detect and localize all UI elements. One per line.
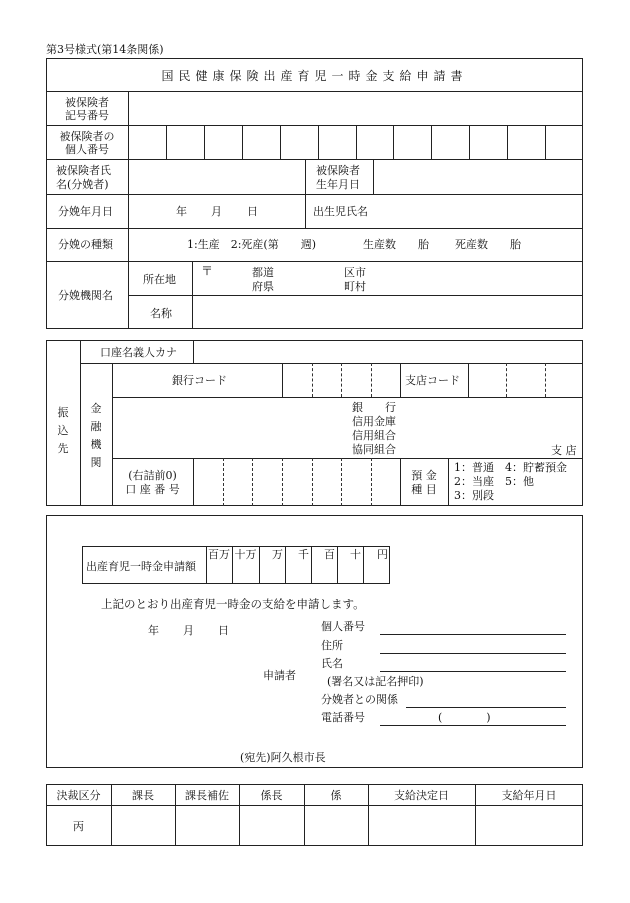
header-staff: 係 xyxy=(330,789,342,802)
account-holder-field[interactable] xyxy=(194,341,582,362)
individual-number-cell-divider xyxy=(431,125,432,159)
individual-number-cell-divider xyxy=(318,125,319,159)
birth-date-month: 月 xyxy=(211,205,222,218)
birth-date-day: 日 xyxy=(247,205,258,218)
insured-name-label: 被保険者氏 名(分娩者) xyxy=(56,164,111,191)
insured-individual-label: 被保険者の 個人番号 xyxy=(59,130,115,156)
applicant-name-label: 氏名 xyxy=(321,657,343,670)
account-holder-label: 口座名義人カナ xyxy=(100,346,177,359)
unit-hundred-thousand: 十万 xyxy=(234,548,257,561)
institution-label: 金 融 機 関 xyxy=(90,402,102,469)
amount-label: 出産育児一時金申請額 xyxy=(86,560,196,573)
account-number-label: (右詰前0) 口 座 番 号 xyxy=(125,469,180,496)
individual-number-cell-divider xyxy=(356,125,357,159)
relation-label: 分娩者との関係 xyxy=(321,693,398,706)
phone-label: 電話番号 xyxy=(321,711,365,724)
insured-code-label: 被保険者 記号番号 xyxy=(65,96,109,122)
application-date-month: 月 xyxy=(183,624,194,637)
birth-type-label: 分娩の種類 xyxy=(58,238,113,251)
unit-million: 百万 xyxy=(208,548,230,561)
insured-dob-field[interactable] xyxy=(374,160,582,193)
transfer-label: 振 込 先 xyxy=(57,406,69,455)
branch-suffix: 支 店 xyxy=(551,444,577,457)
individual-number-cell-divider xyxy=(469,125,470,159)
insured-code-field[interactable] xyxy=(129,92,582,124)
address-line[interactable] xyxy=(380,653,566,654)
applicant-label: 申請者 xyxy=(263,669,296,682)
unit-thousand: 千 xyxy=(298,548,309,561)
live-births: 生産数 胎 xyxy=(363,238,429,251)
individual-number-cell-divider xyxy=(545,125,546,159)
facility-name-field[interactable] xyxy=(193,296,582,328)
header-decision-date: 支給決定日 xyxy=(394,789,449,802)
individual-number-label: 個人番号 xyxy=(321,620,365,633)
unit-ten-thousand: 万 xyxy=(272,548,283,561)
form-title: 国民健康保険出産育児一時金支給申請書 xyxy=(161,69,468,83)
header-payment-date: 支給年月日 xyxy=(501,789,557,802)
unit-yen: 円 xyxy=(377,548,388,561)
stillbirths: 死産数 胎 xyxy=(455,238,521,251)
relation-line[interactable] xyxy=(406,707,566,708)
individual-number-cell-divider xyxy=(166,125,167,159)
deposit-type-label: 預 金 種 目 xyxy=(411,469,437,496)
insured-dob-label: 被保険者 生年月日 xyxy=(316,164,360,191)
facility-name-label: 名称 xyxy=(150,307,172,320)
bank-code-label: 銀行コード xyxy=(172,374,227,387)
unit-ten: 十 xyxy=(350,548,361,561)
postal-mark: 〒 xyxy=(201,264,214,278)
unit-hundred: 百 xyxy=(324,548,335,561)
facility-label: 分娩機関名 xyxy=(58,289,113,302)
institution-types: 銀 行 信用金庫 信用組合 協同組合 xyxy=(352,401,396,456)
individual-number-cell-divider xyxy=(393,125,394,159)
insured-name-field[interactable] xyxy=(129,160,304,193)
header-section-chief: 課長 xyxy=(132,789,154,802)
application-date-year: 年 xyxy=(148,624,159,637)
phone-paren: ( ) xyxy=(438,711,491,724)
branch-code-label: 支店コード xyxy=(405,374,460,387)
header-assistant-chief: 課長補佐 xyxy=(185,789,229,802)
application-date-day: 日 xyxy=(218,624,229,637)
declaration-text: 上記のとおり出産育児一時金の支給を申請します。 xyxy=(101,597,365,611)
child-name-field[interactable] xyxy=(374,195,582,227)
signature-note: (署名又は記名押印) xyxy=(327,675,424,688)
location-label: 所在地 xyxy=(143,273,176,286)
deposit-type-options: 1：普通 4：貯蓄預金 2：当座 5：他 3：別段 xyxy=(454,461,567,502)
city-label: 区市 町村 xyxy=(344,266,366,293)
name-line[interactable] xyxy=(380,671,566,672)
header-decision: 決裁区分 xyxy=(56,789,101,802)
prefecture-label: 都道 府県 xyxy=(252,266,274,293)
individual-number-cell-divider xyxy=(242,125,243,159)
individual-number-cell-divider xyxy=(204,125,205,159)
individual-number-line[interactable] xyxy=(380,634,566,635)
birth-date-label: 分娩年月日 xyxy=(58,205,113,218)
phone-line[interactable] xyxy=(380,725,566,726)
bank-name-field[interactable] xyxy=(113,398,333,457)
header-subsection-chief: 係長 xyxy=(260,789,283,802)
decision-class-value: 丙 xyxy=(73,820,84,833)
form-label: 第3号様式(第14条関係) xyxy=(46,43,164,56)
addressee: (宛先)阿久根市長 xyxy=(240,751,326,764)
birth-date-year: 年 xyxy=(176,205,187,218)
individual-number-cell-divider xyxy=(280,125,281,159)
address-label: 住所 xyxy=(321,639,343,652)
individual-number-cell-divider xyxy=(507,125,508,159)
birth-type-options: 1:生産 2:死産(第 週) xyxy=(187,238,316,251)
child-name-label: 出生児氏名 xyxy=(313,205,368,218)
